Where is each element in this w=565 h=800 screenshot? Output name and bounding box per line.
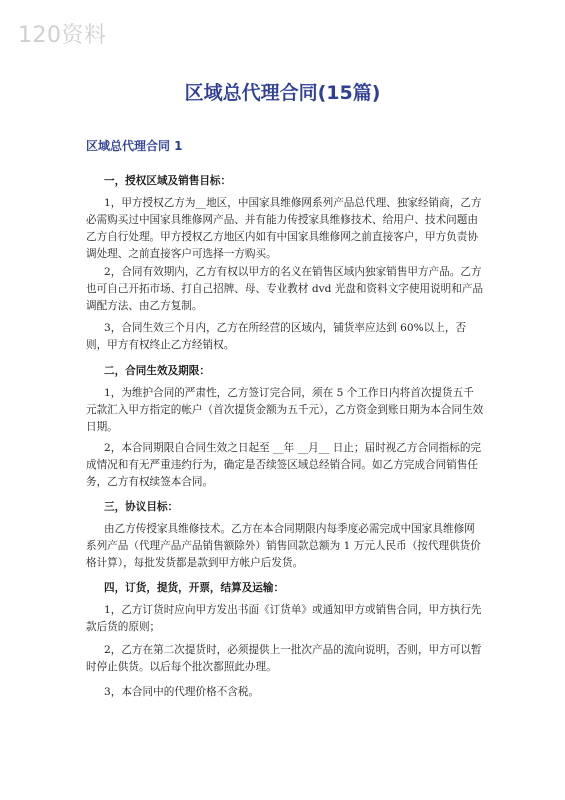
section-heading: 三，协议目标： xyxy=(104,501,179,513)
paragraph: 2，本合同期限自合同生效之日起至 __年 __月__ 日止；届时视乙方合同指标的完成情况和有无严重违约行为，确定是否续签区域总经销合同。如乙方完成合同销售任务，乙方有权续签本合同。 xyxy=(86,442,482,488)
paragraph: 1，为维护合同的严肃性，乙方签订完合同，须在 5 个工作日内将首次提货五千元款汇入甲方指定的帐户（首次提货金额为五千元），乙方资金到账日期为本合同生效日期。 xyxy=(86,387,484,433)
section-heading: 一，授权区域及销售目标： xyxy=(104,175,232,187)
paragraph: 1，乙方订货时应向甲方发出书面《订货单》或通知甲方或销售合同，甲方执行先款后货的原则； xyxy=(86,604,482,633)
document-title: 区域总代理合同(15篇) xyxy=(184,82,381,104)
section-subtitle: 区域总代理合同 1 xyxy=(86,139,183,153)
watermark: 120资料 xyxy=(18,23,107,48)
paragraph: 3，本合同中的代理价格不含税。 xyxy=(104,686,260,698)
section-heading: 二，合同生效及期限： xyxy=(104,365,210,377)
paragraph: 由乙方传授家具维修技术。乙方在本合同期限内每季度必需完成中国家具维修网系列产品（代理产品产品销售额除外）销售回款总额为 1 万元人民币（按代理供货价格计算），每批发货都是款到甲方帐户后发货。 xyxy=(86,523,481,569)
paragraph: 1，甲方授权乙方为__地区，中国家具维修网系列产品总代理、独家经销商，乙方必需购买过中国家具维修网产品、并有能力传授家具维修技术、给用户、技术问题由乙方自行处理。甲方授权乙方地区内如有中国家具维修网之前直接客户，甲方负责协调处理、之前直接客户可选择一方购买。 xyxy=(86,197,482,260)
paragraph: 2，乙方在第二次提货时，必须提供上一批次产品的流向说明，否则，甲方可以暂时停止供货。以后每个批次都照此办理。 xyxy=(86,644,482,673)
section-heading: 四，订货，提货，开票，结算及运输： xyxy=(104,582,285,594)
paragraph: 3，合同生效三个月内，乙方在所经营的区域内，铺货率应达到 60%以上，否则，甲方有权终止乙方经销权。 xyxy=(86,322,467,351)
paragraph: 2，合同有效期内，乙方有权以甲方的名义在销售区域内独家销售甲方产品。乙方也可自己开拓市场、打自己招牌、母、专业教材 dvd 光盘和资料文字使用说明和产品调配方法、由乙方复制。 xyxy=(86,266,484,312)
